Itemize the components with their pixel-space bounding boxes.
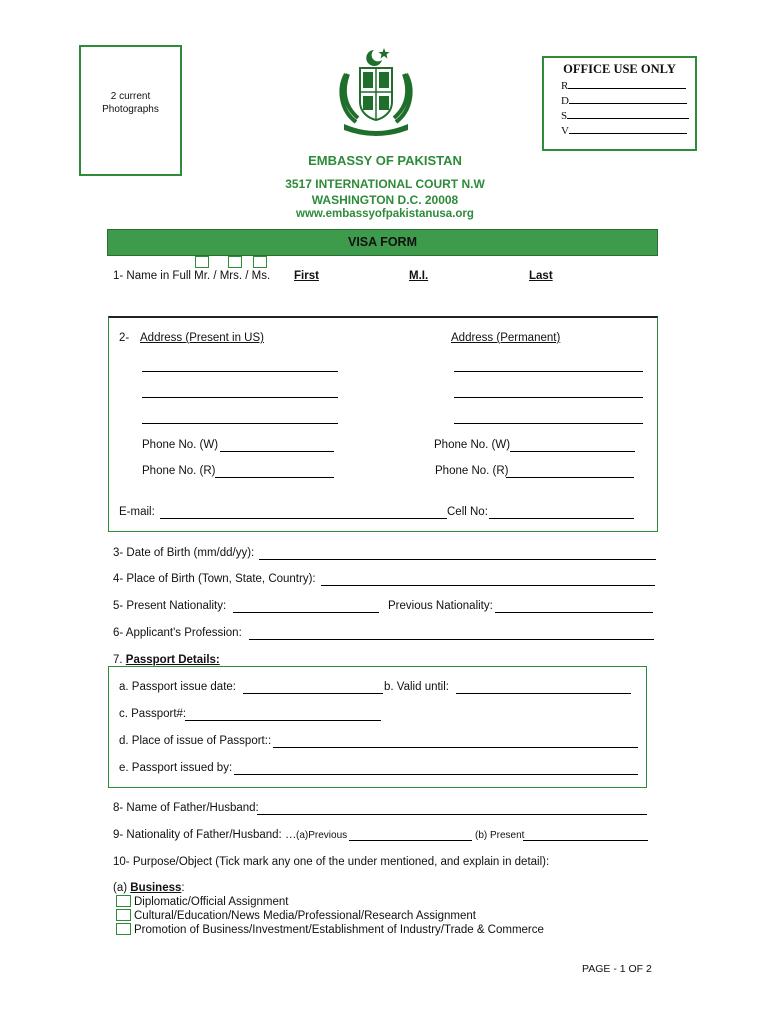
office-field-r[interactable]: R: [561, 78, 686, 92]
father-nationality-label: 9- Nationality of Father/Husband: …: [113, 829, 297, 841]
cell-label: Cell No:: [447, 506, 488, 518]
first-name-label: First: [294, 270, 319, 282]
passport-valid-until-label: b. Valid until:: [384, 681, 449, 693]
office-use-title: OFFICE USE ONLY: [563, 62, 676, 76]
photo-label-line2: Photographs: [102, 104, 159, 115]
passport-valid-until-field[interactable]: [456, 693, 631, 694]
passport-issue-date-label: a. Passport issue date:: [119, 681, 236, 693]
passport-number-field[interactable]: [185, 720, 381, 721]
profession-label: 6- Applicant's Profession:: [113, 627, 242, 639]
office-field-d[interactable]: D: [561, 93, 687, 107]
email-field[interactable]: [160, 518, 447, 519]
present-nationality-label: 5- Present Nationality:: [113, 600, 227, 612]
phone-work-permanent-field[interactable]: [510, 451, 635, 452]
father-nationality-present-field[interactable]: [523, 840, 648, 841]
phone-res-permanent-label: Phone No. (R): [435, 465, 509, 477]
address-section-frame: [108, 316, 658, 532]
passport-number-label: c. Passport#:: [119, 708, 187, 720]
passport-place-label: d. Place of issue of Passport::: [119, 735, 272, 747]
phone-work-present-field[interactable]: [220, 451, 334, 452]
embassy-address-line1: 3517 INTERNATIONAL COURT N.W: [285, 177, 485, 191]
father-nationality-previous-label: (a)Previous: [296, 830, 348, 841]
office-field-s[interactable]: S: [561, 108, 689, 122]
business-option-cultural[interactable]: Cultural/Education/News Media/Professional/Research Assignment: [116, 909, 476, 922]
address-permanent-line-3[interactable]: [454, 423, 643, 424]
phone-work-permanent-label: Phone No. (W): [434, 439, 511, 451]
address-present-line-3[interactable]: [142, 423, 338, 424]
passport-issue-date-field[interactable]: [243, 693, 383, 694]
last-name-label: Last: [529, 270, 553, 282]
dob-field[interactable]: [259, 559, 656, 560]
q1-name-label: 1- Name in Full Mr. / Mrs. / Ms.: [113, 270, 271, 282]
profession-field[interactable]: [249, 639, 654, 640]
address-permanent-line-1[interactable]: [454, 371, 643, 372]
phone-res-permanent-field[interactable]: [506, 477, 634, 478]
address-present-line-1[interactable]: [142, 371, 338, 372]
visa-form-title-bar: VISA FORM: [107, 229, 658, 256]
birthplace-label: 4- Place of Birth (Town, State, Country):: [113, 573, 316, 585]
passport-details-heading: 7. Passport Details:: [113, 654, 220, 666]
embassy-address-line2: WASHINGTON D.C. 20008: [311, 193, 459, 207]
address-present-line-2[interactable]: [142, 397, 338, 398]
middle-initial-label: M.I.: [409, 270, 429, 282]
passport-issuer-label: e. Passport issued by:: [119, 762, 233, 774]
checkbox-promotion[interactable]: [116, 923, 131, 935]
dob-label: 3- Date of Birth (mm/dd/yy):: [113, 547, 255, 559]
father-name-field[interactable]: [257, 814, 647, 815]
title-mrs-checkbox[interactable]: [228, 256, 242, 268]
business-option-promotion[interactable]: Promotion of Business/Investment/Establishment of Industry/Trade & Commerce: [116, 923, 544, 936]
previous-nationality-field[interactable]: [495, 612, 653, 613]
address-present-label: Address (Present in US): [140, 332, 264, 344]
birthplace-field[interactable]: [321, 585, 655, 586]
page-number: PAGE - 1 OF 2: [582, 963, 652, 975]
father-nationality-present-label: (b) Present: [475, 830, 525, 841]
address-permanent-line-2[interactable]: [454, 397, 643, 398]
embassy-name: EMBASSY OF PAKISTAN: [308, 153, 462, 168]
q2-number: 2-: [119, 332, 130, 344]
embassy-website[interactable]: www.embassyofpakistanusa.org: [296, 208, 474, 220]
address-permanent-label: Address (Permanent): [451, 332, 561, 344]
email-label: E-mail:: [119, 506, 155, 518]
office-use-box: [542, 56, 697, 151]
pakistan-emblem-icon: [334, 44, 418, 140]
phone-res-present-label: Phone No. (R): [142, 465, 216, 477]
title-ms-checkbox[interactable]: [253, 256, 267, 268]
checkbox-diplomatic[interactable]: [116, 895, 131, 907]
photo-label-line1: 2 current: [110, 91, 151, 102]
previous-nationality-label: Previous Nationality:: [388, 600, 493, 612]
office-field-v[interactable]: V: [561, 123, 687, 137]
checkbox-cultural[interactable]: [116, 909, 131, 921]
phone-work-present-label: Phone No. (W): [142, 439, 219, 451]
business-heading: (a) Business:: [113, 882, 185, 894]
father-name-label: 8- Name of Father/Husband:: [113, 802, 259, 814]
purpose-label: 10- Purpose/Object (Tick mark any one of the under mentioned, and explain in detail):: [113, 856, 550, 868]
title-mr-checkbox[interactable]: [195, 256, 209, 268]
father-nationality-previous-field[interactable]: [349, 840, 472, 841]
phone-res-present-field[interactable]: [215, 477, 334, 478]
passport-issuer-field[interactable]: [234, 774, 638, 775]
business-option-diplomatic[interactable]: Diplomatic/Official Assignment: [116, 895, 288, 908]
present-nationality-field[interactable]: [233, 612, 379, 613]
passport-place-field[interactable]: [273, 747, 638, 748]
cell-field[interactable]: [489, 518, 634, 519]
